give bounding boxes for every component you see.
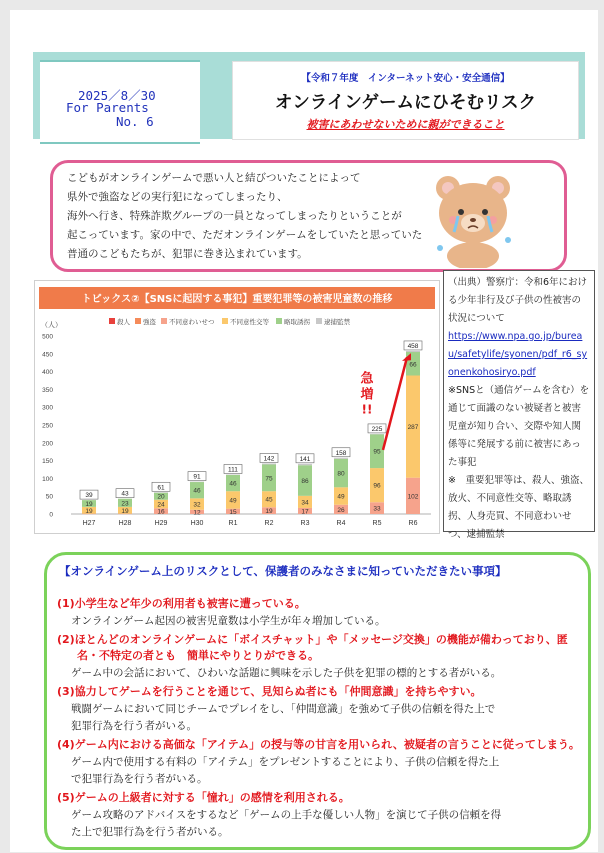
y-tick-label: 100 bbox=[42, 475, 53, 483]
y-tick-label: 400 bbox=[42, 369, 53, 377]
risk-item-body: ゲーム攻略のアドバイスをするなど「ゲームの上手な優しい人物」を演じて子供の信頼を得 bbox=[71, 809, 502, 821]
bar-data-label: 66 bbox=[409, 361, 417, 369]
bar-data-label: 49 bbox=[229, 497, 237, 505]
newsletter-page bbox=[10, 10, 598, 852]
series-name: 【令和７年度 インターネット安心・安全通信】 bbox=[301, 73, 510, 84]
bar-data-label: 46 bbox=[229, 480, 237, 488]
issue-audience: For Parents bbox=[66, 100, 149, 115]
annotation-arrow bbox=[383, 357, 407, 450]
bar-data-label: 33 bbox=[373, 505, 381, 513]
bar-data-label: 95 bbox=[373, 448, 381, 456]
x-tick-label: R6 bbox=[408, 520, 418, 527]
bar-chart bbox=[35, 281, 439, 533]
bar-data-label: 46 bbox=[193, 487, 201, 495]
total-label: 43 bbox=[121, 490, 129, 498]
risk-item-body: ゲーム内で使用する有料の「アイテム」をプレゼントすることにより、子供の信頼を得た上 bbox=[71, 756, 500, 768]
bar-data-label: 12 bbox=[193, 509, 201, 517]
x-tick-label: R2 bbox=[264, 520, 274, 527]
legend-swatch bbox=[135, 318, 141, 324]
intro-line: 県外で強盗などの実行犯になってしまったり、 bbox=[67, 191, 288, 203]
risk-item-title: (2)ほとんどのオンラインゲームに「ボイスチャット」や「メッセージ交換」の機能が備わっており、匿 bbox=[57, 633, 568, 646]
intro-line: こどもがオンラインゲームで悪い人と結びついたことによって bbox=[67, 172, 361, 184]
issue-info-box bbox=[40, 60, 200, 144]
total-label: 111 bbox=[228, 466, 238, 474]
total-label: 458 bbox=[407, 342, 419, 350]
risk-box bbox=[44, 552, 591, 850]
intro-line: 普通のこどもたちが、犯罪に巻き込まれています。 bbox=[67, 248, 308, 260]
risk-item-body: オンラインゲーム起因の被害児童数は小学生が年々増加している。 bbox=[71, 615, 386, 627]
x-tick-label: H28 bbox=[118, 520, 132, 527]
risk-item-body: 戦闘ゲームにおいて同じチームでプレイをし、「仲間意識」を強めて子供の信頼を得た上で bbox=[71, 703, 496, 715]
bar-data-label: 15 bbox=[229, 508, 237, 516]
legend-label: 略取誘拐 bbox=[284, 318, 310, 326]
source-label: （出典）警察庁：令和6年における少年非行及び子供の性被害の状況について bbox=[448, 277, 588, 324]
legend-label: 強盗 bbox=[143, 318, 156, 326]
total-label: 158 bbox=[335, 449, 347, 457]
x-tick-label: H27 bbox=[82, 520, 96, 527]
intro-line: 海外へ行き、特殊詐欺グループの一員となってしまったりということが bbox=[67, 210, 402, 222]
x-tick-label: H30 bbox=[190, 520, 204, 527]
y-tick-label: 150 bbox=[42, 458, 53, 466]
y-tick-label: 450 bbox=[42, 351, 53, 359]
risk-item-body: た上で犯罪行為を行う者がいる。 bbox=[71, 826, 229, 838]
source-box bbox=[443, 270, 595, 540]
bar-data-label: 23 bbox=[121, 500, 129, 508]
crying-bear-illustration bbox=[428, 168, 518, 268]
legend-swatch bbox=[276, 318, 282, 324]
bar-segment bbox=[190, 482, 204, 483]
legend-swatch bbox=[316, 318, 322, 324]
bar-data-label: 45 bbox=[265, 496, 273, 504]
chart-panel bbox=[34, 280, 440, 534]
risk-item-title-cont: 名・不特定の者とも 簡単にやりとりができる。 bbox=[77, 649, 319, 662]
tagline: 被害にあわせないために親ができること bbox=[306, 118, 505, 131]
issue-date: 2025／8／30 bbox=[78, 88, 156, 103]
bar-data-label: 32 bbox=[193, 501, 201, 509]
bar-data-label: 80 bbox=[337, 470, 345, 478]
bar-segment bbox=[154, 492, 168, 493]
y-tick-label: 0 bbox=[49, 511, 53, 519]
total-label: 91 bbox=[193, 473, 201, 481]
bar-segment bbox=[406, 351, 420, 352]
total-label: 141 bbox=[299, 455, 311, 463]
bar-data-label: 75 bbox=[265, 475, 273, 483]
x-tick-label: R1 bbox=[228, 520, 238, 527]
x-tick-label: R3 bbox=[300, 520, 310, 527]
bar-segment bbox=[298, 464, 312, 465]
intro-line: 起こっています。家の中で、ただオンラインゲームをしていたと思っていた bbox=[67, 229, 423, 241]
bar-data-label: 49 bbox=[337, 493, 345, 501]
bar-data-label: 16 bbox=[157, 508, 165, 516]
legend-swatch bbox=[222, 318, 228, 324]
risk-item-title: (3)協力してゲームを行うことを通じて、見知らぬ者にも「仲間意識」を持ちやすい。 bbox=[57, 685, 482, 698]
bar-data-label: 17 bbox=[301, 508, 309, 516]
risk-item-body: 犯罪行為を行う者がいる。 bbox=[71, 720, 197, 732]
y-tick-label: 500 bbox=[42, 333, 53, 341]
risk-item-body: ゲーム中の会話において、ひわいな話題に興味を示した子供を犯罪の標的とする者がいる。 bbox=[71, 667, 502, 679]
source-note-2: ※ 重要犯罪等は、殺人、強盗、放火、不同意性交等、略取誘拐、人身売買、不同意わいせつ、逮捕監禁 bbox=[448, 475, 589, 540]
legend-label: 不同意性交等 bbox=[230, 318, 269, 326]
bar-data-label: 19 bbox=[85, 500, 93, 508]
y-tick-label: 200 bbox=[42, 440, 53, 448]
x-tick-label: H29 bbox=[154, 520, 168, 527]
issue-number: No. 6 bbox=[116, 114, 154, 129]
source-link[interactable]: https://www.npa.go.jp/bureau/safetylife/syonen/pdf_r6_syonenkohosiryo.pdf bbox=[448, 331, 588, 378]
bar-data-label: 287 bbox=[407, 424, 419, 432]
total-label: 142 bbox=[263, 455, 275, 463]
chart-title: トピックス②【SNSに起因する事犯】重要犯罪等の被害児童数の推移 bbox=[81, 294, 393, 305]
risk-item-title: (4)ゲーム内における高価な「アイテム」の授与等の甘言を用いられ、被疑者の言うことに従ってしまう。 bbox=[57, 738, 580, 751]
bar-data-label: 19 bbox=[85, 507, 93, 515]
total-label: 61 bbox=[157, 484, 165, 492]
y-tick-label: 300 bbox=[42, 404, 53, 412]
bar-data-label: 19 bbox=[265, 508, 273, 516]
bar-segment bbox=[226, 474, 240, 475]
bar-segment bbox=[370, 434, 384, 435]
x-tick-label: R4 bbox=[336, 520, 346, 527]
bar-data-label: 96 bbox=[373, 482, 381, 490]
annotation-text-2: 増 bbox=[360, 387, 374, 403]
bar-data-label: 19 bbox=[121, 507, 129, 515]
risk-heading: 【オンラインゲーム上のリスクとして、保護者のみなさまに知っていただきたい事項】 bbox=[59, 564, 507, 578]
legend-swatch bbox=[109, 318, 115, 324]
legend-label: 不同意わいせつ bbox=[169, 318, 215, 326]
y-axis-label: （人） bbox=[41, 321, 62, 329]
bar-data-label: 86 bbox=[301, 478, 309, 486]
title-box bbox=[232, 61, 579, 140]
bar-segment bbox=[334, 458, 348, 459]
total-label: 225 bbox=[371, 425, 383, 433]
page-title: オンラインゲームにひそむリスク bbox=[274, 93, 537, 113]
legend-label: 逮捕監禁 bbox=[324, 318, 350, 326]
bar-segment bbox=[262, 463, 276, 464]
annotation-text-3: !! bbox=[361, 402, 373, 417]
x-tick-label: R5 bbox=[372, 520, 382, 527]
bar-data-label: 26 bbox=[337, 506, 345, 514]
risk-item-body: で犯罪行為を行う者がいる。 bbox=[71, 773, 208, 785]
bar-data-label: 24 bbox=[157, 501, 165, 509]
bar-data-label: 20 bbox=[157, 493, 165, 501]
total-label: 39 bbox=[85, 492, 93, 500]
annotation-text-1: 急 bbox=[360, 371, 374, 387]
source-note-1: ※SNSと（通信ゲームを含む）を通じて面識のない被疑者と被害児童が知り合い、交際や知人関係等に発展する前に被害にあった事犯 bbox=[448, 385, 590, 468]
bar-data-label: 34 bbox=[301, 499, 309, 507]
risk-item-title: (1)小学生など年少の利用者も被害に遭っている。 bbox=[57, 597, 306, 610]
legend-swatch bbox=[161, 318, 167, 324]
y-tick-label: 350 bbox=[42, 386, 53, 394]
risk-item-title: (5)ゲームの上級者に対する「憧れ」の感情を利用される。 bbox=[57, 791, 350, 804]
y-tick-label: 250 bbox=[42, 422, 53, 430]
y-tick-label: 50 bbox=[45, 493, 53, 501]
legend-label: 殺人 bbox=[117, 318, 130, 326]
bar-data-label: 102 bbox=[407, 493, 419, 501]
